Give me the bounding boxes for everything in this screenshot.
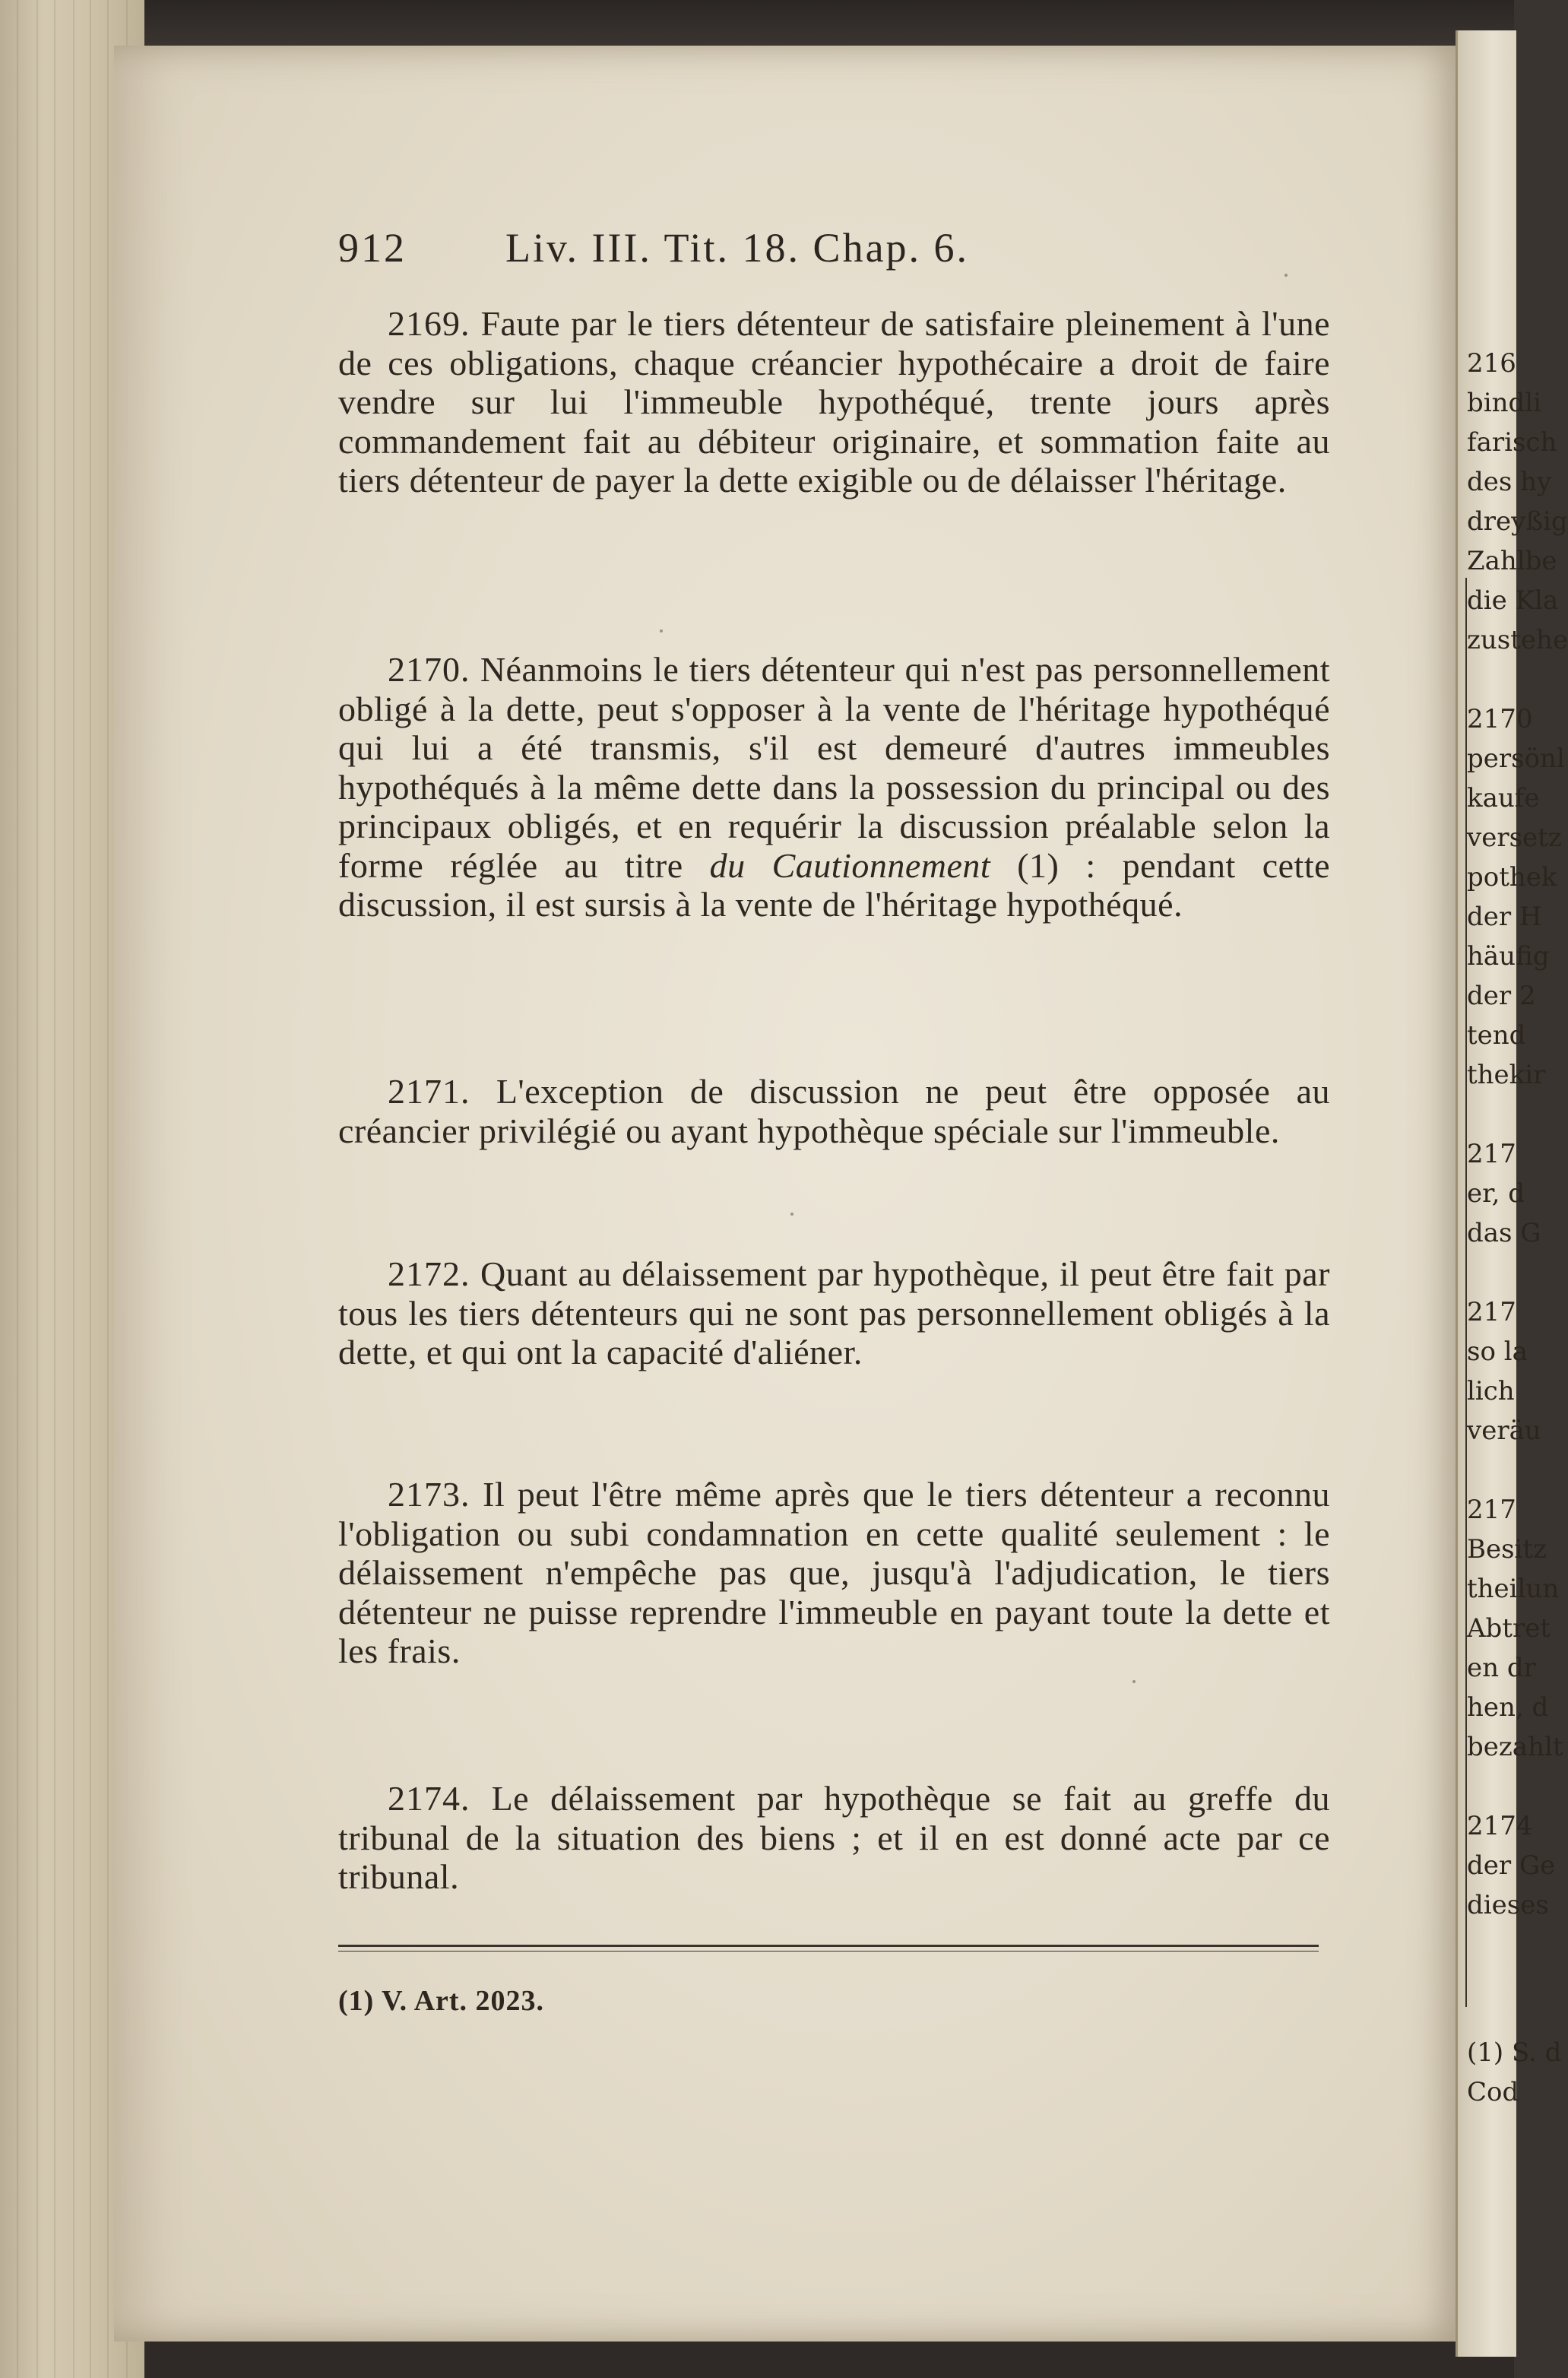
running-head (338, 224, 1250, 271)
facing-fragment: 217 (1467, 1297, 1516, 1327)
facing-fragment: Abtret (1467, 1613, 1551, 1644)
facing-fragment: Besitz (1467, 1534, 1547, 1565)
facing-fragment: der H (1467, 902, 1542, 932)
facing-fragment: 2170 (1467, 704, 1533, 734)
facing-fragment: zustehe (1467, 625, 1568, 655)
facing-fragment: der Ge (1467, 1850, 1556, 1881)
facing-fragment: theilun (1467, 1574, 1560, 1604)
facing-fragment: häufig (1467, 941, 1550, 972)
facing-fragment: persönl (1467, 744, 1565, 774)
facing-fragment: 216 (1467, 348, 1516, 379)
paragraph-2172 (338, 1254, 1330, 1372)
article-text: Néanmoins le tiers détenteur qui n'est pas personnellement obligé à la dette, peut s'opposer à la vente de l'héritage hypothéqué qui lui a été transmis, s'il est demeuré d'autres immeubles hypothéqués à la même dette dans la possession du principal ou des principaux obligés, et en requérir la discussion préalable selon la forme réglée au titre (338, 650, 1330, 885)
footnote-rule (338, 1945, 1319, 1952)
article-text: Le délaissement par hypothèque se fait au greffe du tribunal de la situation des biens ; et il en est donné acte par ce tribunal. (338, 1779, 1330, 1896)
facing-page-sliver (1456, 30, 1568, 2357)
article-number: 2173. (388, 1475, 470, 1514)
paragraph-2174 (338, 1779, 1330, 1897)
facing-fragment: des hy (1467, 467, 1552, 497)
article-number: 2170. (388, 650, 470, 689)
facing-fragment: tend (1467, 1020, 1526, 1051)
facing-fragment: der 2 (1467, 981, 1536, 1011)
facing-fragment: so la (1467, 1336, 1528, 1367)
article-text: Il peut l'être même après que le tiers détenteur a reconnu l'obligation ou subi condamnation en cette qualité seulement : le délaissement n'empêche pas que, jusqu'à l'adjudication, le tiers détenteur ne puisse reprendre l'immeuble en payant toute la dette et les frais. (338, 1475, 1331, 1670)
paper-fleck (660, 629, 663, 633)
facing-fragment: dieses (1467, 1890, 1549, 1920)
article-text: Quant au délaissement par hypothèque, il peut être fait par tous les tiers détenteurs qui ne sont pas personnellement obligés à la dette, et qui ont la capacité d'aliéner. (338, 1254, 1331, 1371)
running-title: Liv. III. Tit. 18. Chap. 6. (505, 225, 970, 271)
facing-fragment: er, d (1467, 1178, 1525, 1209)
paragraph-2170 (338, 650, 1330, 924)
facing-fragment: hen, d (1467, 1692, 1549, 1723)
article-text: Faute par le tiers détenteur de satisfaire pleinement à l'une de ces obligations, chaque créancier hypothécaire a droit de faire vendre sur lui l'immeuble hypothéqué, trente jours après commandement fait au débiteur originaire, et sommation faite au tiers détenteur de payer la dette exigible ou de délaisser l'héritage. (338, 304, 1330, 499)
facing-fragment: bindli (1467, 388, 1542, 418)
article-number: 2172. (388, 1254, 470, 1293)
facing-fragment: (1) S. d (1467, 2037, 1562, 2068)
article-number: 2171. (388, 1072, 470, 1111)
facing-fragment: 217 (1467, 1139, 1516, 1169)
facing-fragment: farisch (1467, 427, 1557, 458)
facing-fragment: die Kla (1467, 585, 1559, 616)
article-text: (1) : pendant cette discussion, il est sursis à la vente de l'héritage hypothéqué. (338, 845, 1331, 924)
page-number: 912 (338, 225, 407, 271)
facing-fragment: bezahlt (1467, 1732, 1563, 1762)
paper-fleck (1284, 274, 1288, 277)
article-text: L'exception de discussion ne peut être opposée au créancier privilégié ou ayant hypothèque spéciale sur l'immeuble. (338, 1072, 1330, 1150)
article-number: 2174. (388, 1779, 470, 1818)
facing-fragment: 2174 (1467, 1811, 1533, 1841)
footnote: (1) V. Art. 2023. (338, 1985, 545, 2017)
facing-fragment: das G (1467, 1218, 1541, 1248)
facing-fragment: thekir (1467, 1060, 1546, 1090)
article-number: 2169. (388, 304, 470, 343)
paragraph-2171 (338, 1072, 1330, 1150)
background-top (0, 0, 1514, 47)
facing-fragment: 217 (1467, 1495, 1516, 1525)
paragraph-2173 (338, 1475, 1330, 1671)
facing-fragment: lich (1467, 1376, 1515, 1406)
facing-fragment: kaufe (1467, 783, 1540, 813)
facing-fragment: en dr (1467, 1653, 1536, 1683)
facing-fragment: pothek (1467, 862, 1557, 893)
article-italic-title: du Cautionnement (709, 845, 991, 885)
facing-fragment: dreyßig (1467, 506, 1568, 537)
facing-fragment: versetz (1467, 823, 1562, 853)
facing-fragment: Zahlbe (1467, 546, 1557, 576)
paper-fleck (1132, 1680, 1136, 1683)
paragraph-2169 (338, 304, 1330, 500)
facing-fragment: Cod (1467, 2077, 1519, 2107)
paper-fleck (790, 1213, 794, 1216)
facing-fragment: veräu (1467, 1416, 1541, 1446)
